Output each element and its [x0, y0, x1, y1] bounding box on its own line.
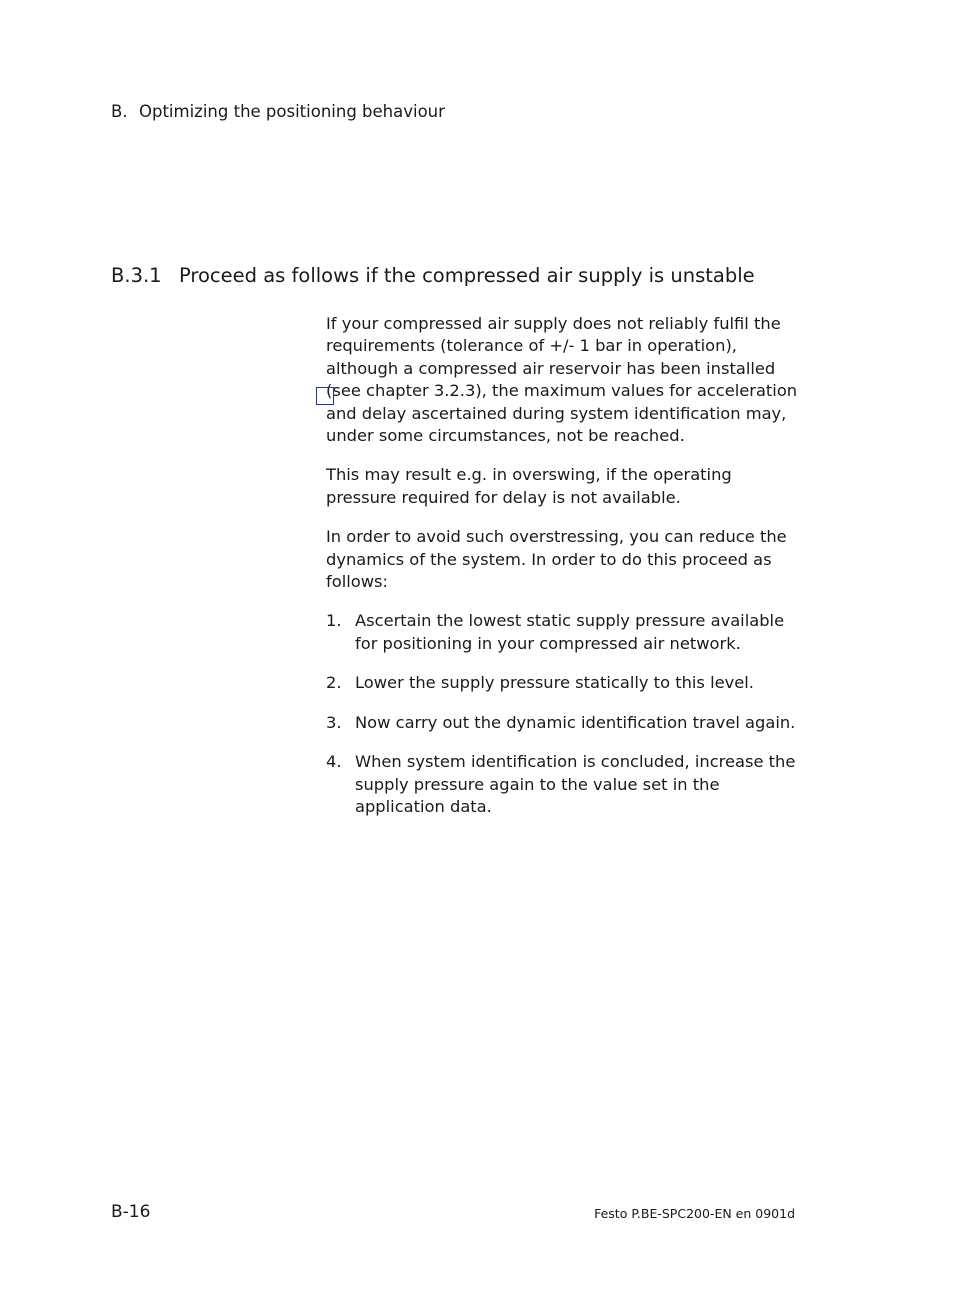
procedure-steps — [326, 610, 801, 818]
paragraph-procedure-intro: In order to avoid such overstressing, you can reduce the dynamics of the system. In order to do this proceed as follows: — [326, 527, 787, 592]
section-number: B.3.1 — [111, 264, 162, 287]
running-header — [111, 101, 445, 123]
document-reference: Festo P.BE-SPC200-EN en 0901d — [594, 1206, 795, 1221]
paragraph-overswing-note: This may result e.g. in overswing, if the operating pressure required for delay is not available. — [326, 465, 732, 507]
step-number: 4. — [326, 752, 342, 772]
chapter-number: B. — [111, 102, 128, 121]
step-text: Lower the supply pressure statically to this level. — [355, 673, 754, 693]
chapter-title: Optimizing the positioning behaviour — [139, 102, 445, 121]
section-heading — [111, 263, 755, 289]
chapter-link-marker[interactable] — [316, 387, 334, 405]
procedure-step — [326, 751, 801, 818]
paragraph-reservoir-note: If your compressed air supply does not reliably fulfil the requirements (tolerance of +/- 1 bar in operation), although a compressed air reservoir has been installed (see chapter 3.2.3), the maximum values for acceleration and delay ascertained during system identification may, under some circumstances, not be reached. — [326, 314, 798, 446]
step-text: Ascertain the lowest static supply pressure available for positioning in your compressed air network. — [355, 611, 785, 653]
procedure-step — [326, 672, 801, 694]
step-number: 1. — [326, 611, 342, 631]
step-text: When system identification is concluded, increase the supply pressure again to the value set in the application data. — [355, 752, 796, 816]
section-body — [326, 313, 801, 835]
step-number: 2. — [326, 673, 342, 693]
procedure-step — [326, 712, 801, 734]
step-text: Now carry out the dynamic identification travel again. — [355, 712, 796, 732]
procedure-step — [326, 610, 801, 655]
step-number: 3. — [326, 712, 342, 732]
page-number: B-16 — [111, 1202, 151, 1222]
section-title: Proceed as follows if the compressed air supply is unstable — [179, 264, 755, 287]
